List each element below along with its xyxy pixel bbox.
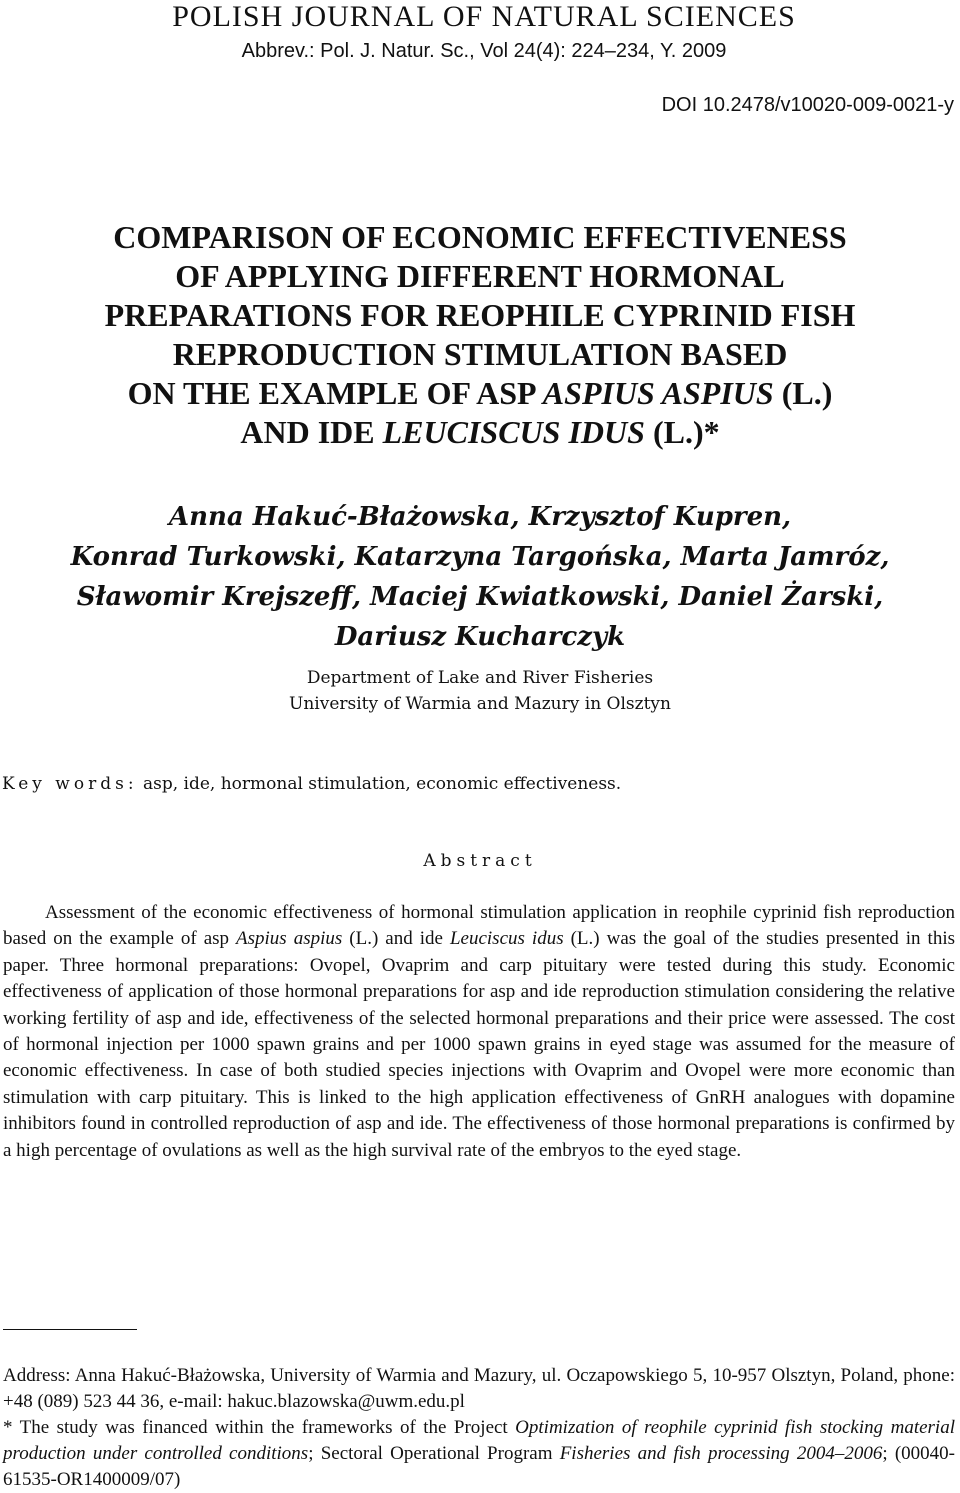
abstract-text: Assessment of the economic effectiveness of hormonal stimulation application in reophile cyprinid fish reproduction based on the example of asp (3, 902, 955, 950)
author-line: Anna Hakuć-Błażowska, Krzysztof Kupren, (168, 502, 792, 532)
abstract-heading: Abstract (423, 851, 537, 871)
funding-project-name: Optimization of reophile cyprinid fish stocking material production under controlled conditions (3, 1417, 955, 1464)
title-line: REPRODUCTION STIMULATION BASED (172, 336, 788, 372)
title-text: AND IDE (240, 414, 383, 450)
abstract-text: (L.) and ide (342, 928, 450, 950)
address-footnote: Address: Anna Hakuć-Błażowska, University of Warmia and Mazury, ul. Oczapowskiego 5, 10-957 Olsztyn, Poland, phone: +48 (089) 523 44 36, e-mail: hakuc.blazowska@uwm.edu.pl (3, 1365, 955, 1412)
title-text: (L.) (773, 375, 833, 411)
author-line: Konrad Turkowski, Katarzyna Targońska, Marta Jamróz, (70, 542, 890, 572)
funding-program-name: Fisheries and fish processing 2004–2006 (559, 1443, 883, 1464)
university: University of Warmia and Mazury in Olsztyn (289, 694, 671, 714)
abstract-body (3, 900, 955, 1164)
title-species-asp: ASPIUS ASPIUS (542, 375, 774, 411)
funding-footnote (3, 1415, 955, 1493)
abstract-species-asp: Aspius aspius (236, 928, 343, 950)
title-species-ide: LEUCISCUS IDUS (382, 414, 645, 450)
affiliation (0, 665, 960, 717)
title-line (0, 413, 960, 452)
author-line: Dariusz Kucharczyk (334, 622, 626, 652)
author-list (0, 497, 960, 657)
title-line: PREPARATIONS FOR REOPHILE CYPRINID FISH (104, 297, 856, 333)
journal-name: POLISH JOURNAL OF NATURAL SCIENCES (172, 0, 796, 33)
abstract-text: (L.) was the goal of the studies presented in this paper. Three hormonal preparations: Ovopel, Ovaprim and carp pituitary were tested during this study. Economic effectiveness of application of those hormonal preparations for asp and ide reproduction stimulation considering the relative working fertility of asp and ide, effectiveness of the selected hormonal preparations and their price were assessed. The cost of hormonal injection per 1000 spawn grains and per 1000 spawn grains in eyed stage was assumed for the measure of economic effectiveness. In case of both studied species injections with Ovaprim and Ovopel were more economic than stimulation with carp pituitary. This is linked to the high application effectiveness of GnRH analogues with dopamine inhibitors found in controlled reproduction of asp and ide. The effectiveness of those hormonal preparations is confirmed by a high percentage of ovulations as well as the high survival rate of the embryos to the eyed stage. (3, 928, 955, 1161)
keywords-label: Key words: (2, 774, 138, 794)
title-line: COMPARISON OF ECONOMIC EFFECTIVENESS (113, 219, 847, 255)
keywords (2, 771, 952, 797)
abstract-species-ide: Leuciscus idus (449, 928, 564, 950)
keywords-text: asp, ide, hormonal stimulation, economic effectiveness. (137, 774, 622, 794)
funding-text: ; Sectoral Operational Program (308, 1443, 560, 1464)
footnotes (3, 1363, 955, 1493)
author-line: Sławomir Krejszeff, Maciej Kwiatkowski, Daniel Żarski, (76, 582, 884, 612)
funding-text: * The study was financed within the frameworks of the Project (3, 1417, 516, 1438)
paper-title (0, 218, 960, 452)
funding-text: ; (00040-61535-OR1400009/07) (3, 1443, 955, 1490)
title-line: OF APPLYING DIFFERENT HORMONAL (175, 258, 785, 294)
department: Department of Lake and River Fisheries (306, 668, 654, 688)
doi: DOI 10.2478/v10020-009-0021-y (661, 94, 954, 116)
title-text: ON THE EXAMPLE OF ASP (127, 375, 543, 411)
footnote-divider (3, 1329, 137, 1330)
title-text: (L.)* (644, 414, 720, 450)
journal-abbreviation: Abbrev.: Pol. J. Natur. Sc., Vol 24(4): 224–234, Y. 2009 (241, 40, 727, 62)
title-line (0, 374, 960, 413)
